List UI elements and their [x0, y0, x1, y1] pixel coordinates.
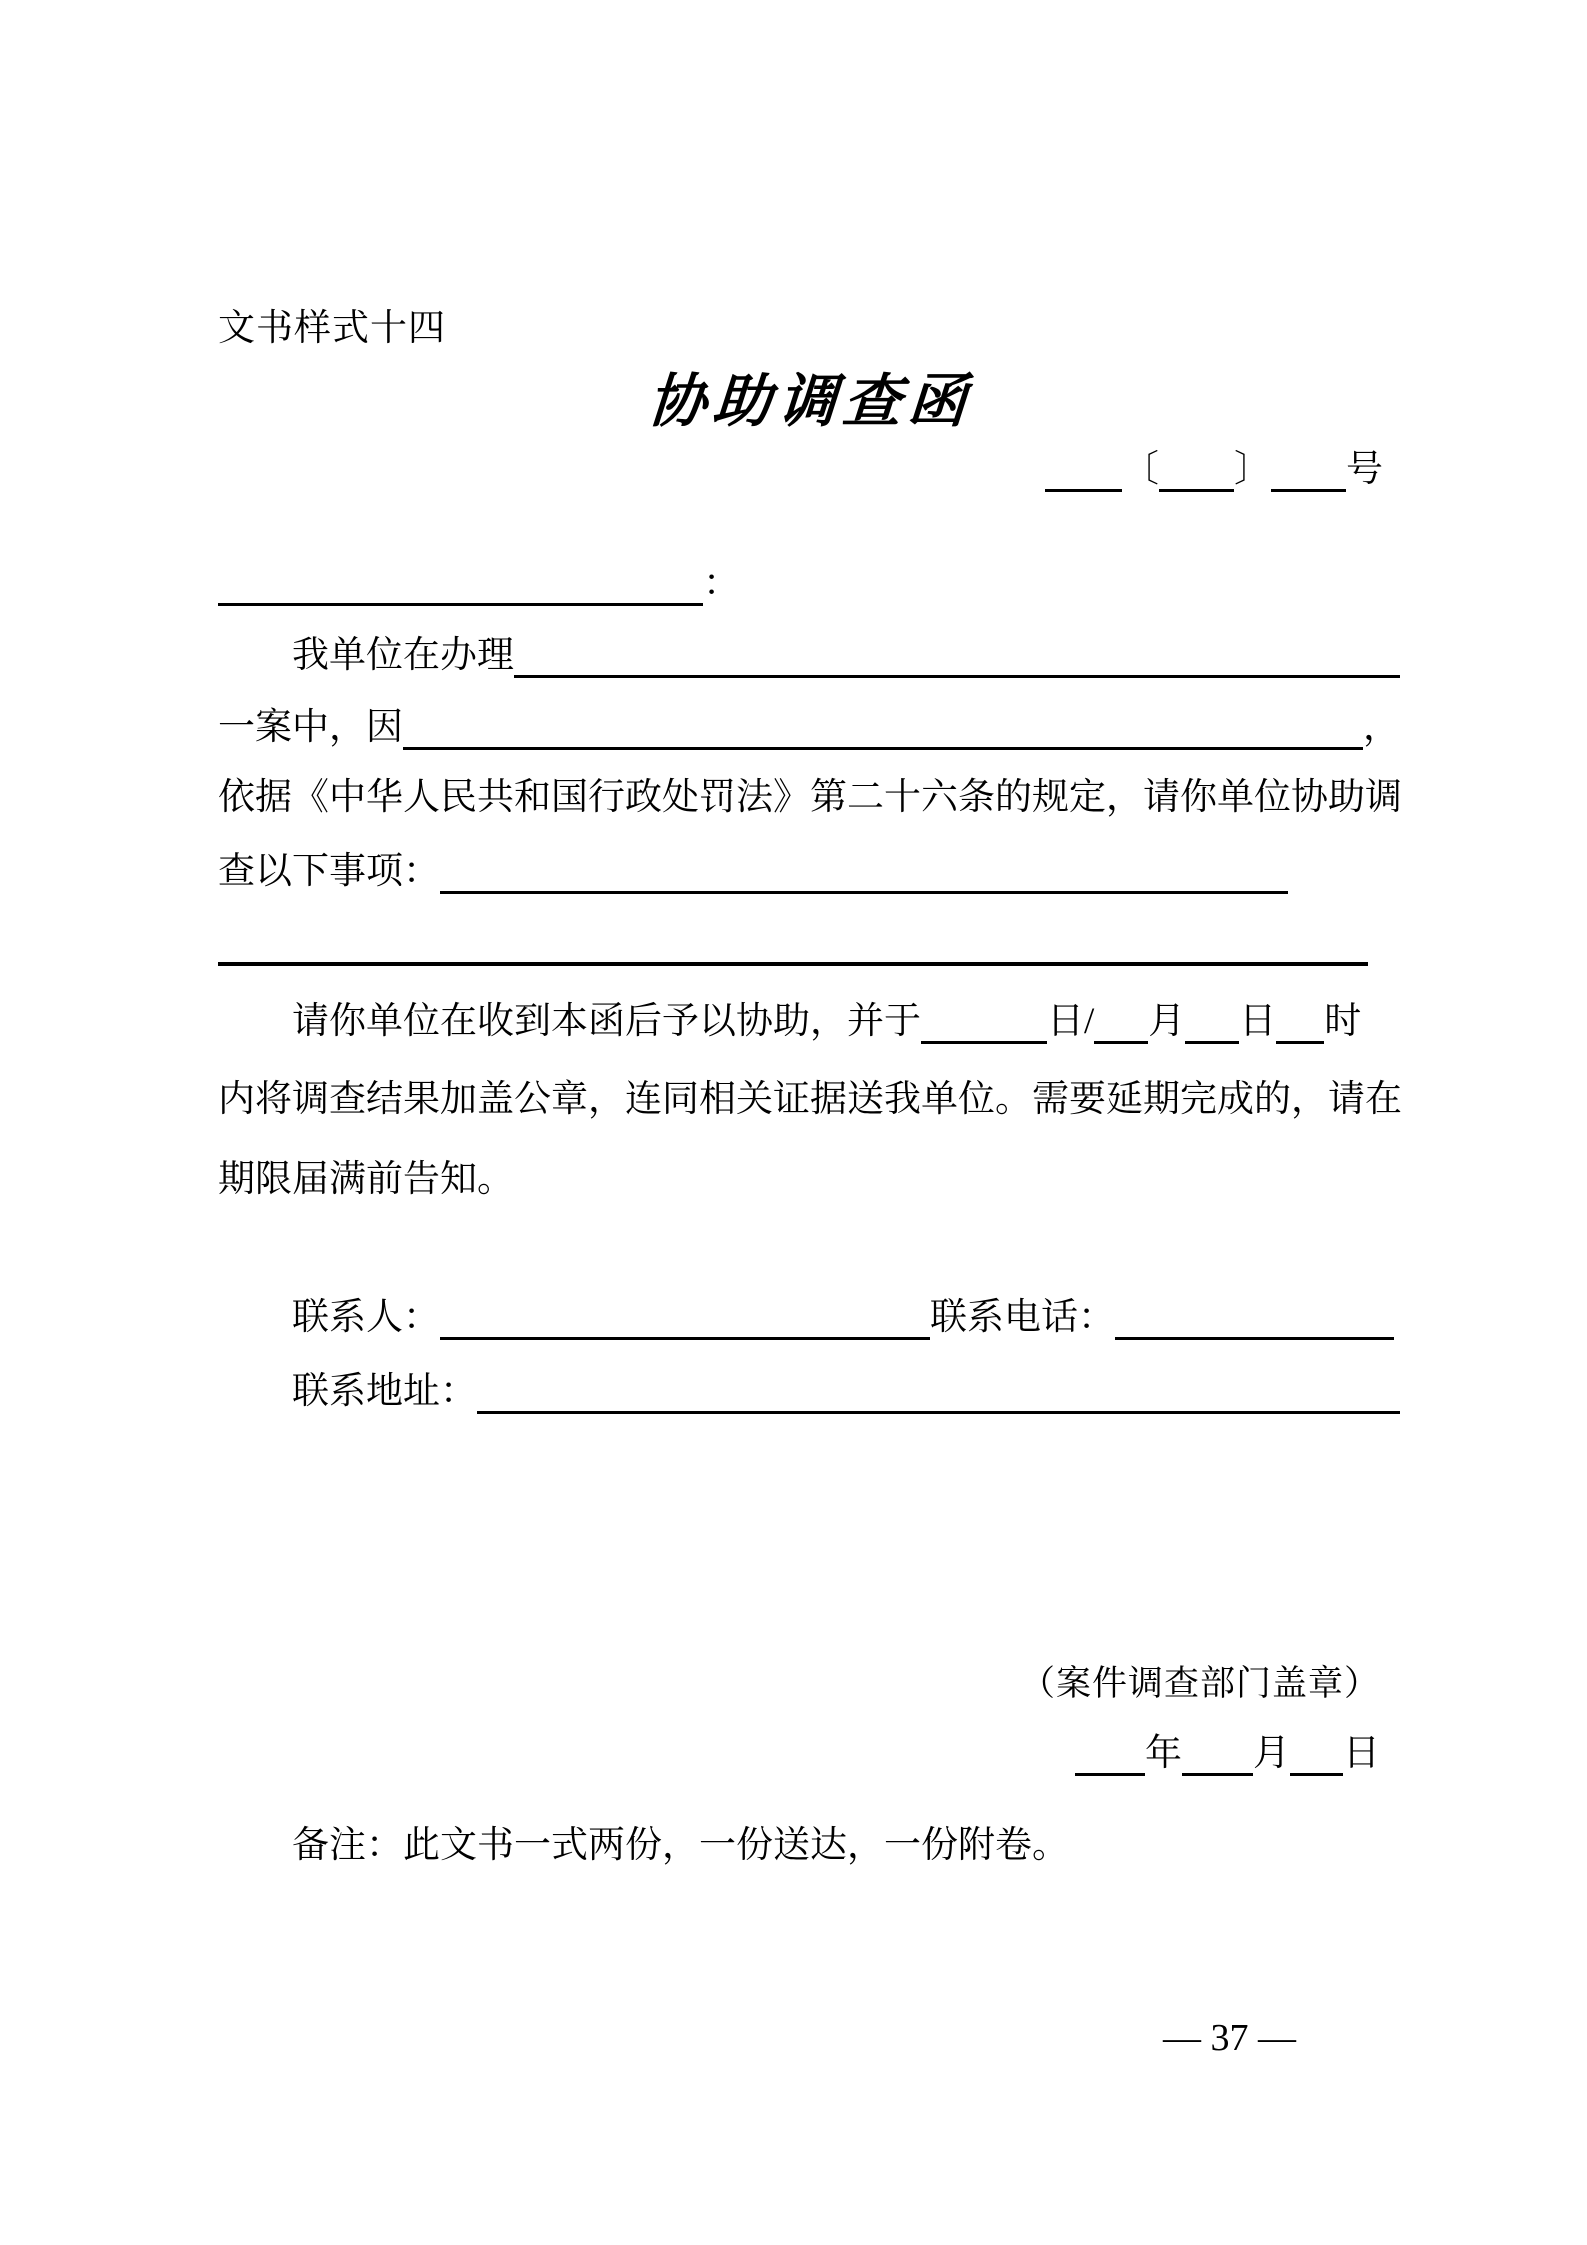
sign-year-label: 年	[1145, 1733, 1182, 1775]
document-title	[646, 368, 976, 436]
blank-sign-month	[1182, 1773, 1253, 1776]
contact-phone-label: 联系电话：	[930, 1297, 1115, 1339]
addressee-line	[218, 560, 740, 606]
document-title-text: 协助调查函	[645, 369, 976, 434]
doc-number-line	[1045, 446, 1383, 492]
seal-note-line	[1020, 1658, 1380, 1704]
blank-month	[1094, 1041, 1148, 1044]
blank-contact-person	[440, 1337, 930, 1340]
doc-number-bracket-open: 〔	[1122, 449, 1159, 491]
blank-sign-day	[1290, 1773, 1343, 1776]
blank-doc-number-prefix	[1045, 489, 1122, 492]
seal-note-text: （案件调查部门盖章）	[1019, 1663, 1380, 1703]
para1-line1-text: 我单位在办理	[292, 635, 514, 677]
para1-line4-text: 查以下事项：	[218, 851, 440, 893]
para2-line1-lead: 请你单位在收到本函后予以协助，并于	[292, 1001, 921, 1043]
blank-days	[921, 1041, 1047, 1044]
para2-line3-text: 期限届满前告知。	[218, 1159, 514, 1201]
para1-line4	[218, 848, 1288, 894]
contact-person-line	[218, 1294, 1400, 1340]
blank-reason	[403, 747, 1363, 750]
blank-contact-phone	[1115, 1337, 1394, 1340]
remark-line	[292, 1822, 1069, 1868]
blank-hour	[1276, 1041, 1324, 1044]
para2-line2-text: 内将调查结果加盖公章，连同相关证据送我单位。需要延期完成的，请在	[218, 1079, 1402, 1120]
doc-sample-label	[218, 305, 446, 351]
para1-line1	[218, 632, 1400, 678]
doc-sample-label-text: 文书样式十四	[218, 308, 446, 350]
para2-day-slash: 日/	[1047, 1001, 1095, 1043]
page-number-text: — 37 —	[1163, 2017, 1296, 2059]
blank-investigation-items	[440, 891, 1288, 894]
blank-sign-year	[1075, 1773, 1145, 1776]
doc-number-bracket-close: 〕	[1234, 449, 1271, 491]
para2-line3	[218, 1156, 514, 1202]
para1-line2	[218, 704, 1400, 750]
blank-doc-number-serial	[1271, 489, 1346, 492]
para1-line3	[218, 776, 1400, 820]
contact-person-label: 联系人：	[292, 1297, 440, 1339]
blank-day	[1185, 1041, 1239, 1044]
para2-line1	[218, 998, 1361, 1044]
sign-day-label: 日	[1343, 1733, 1380, 1775]
para1-line3-text: 依据《中华人民共和国行政处罚法》第二十六条的规定，请你单位协助调	[218, 777, 1402, 818]
addressee-colon: ：	[703, 563, 740, 605]
contact-address-label: 联系地址：	[292, 1371, 477, 1413]
contact-address-line	[218, 1368, 1400, 1414]
doc-number-suffix: 号	[1346, 449, 1383, 491]
para2-hour: 时	[1324, 1001, 1362, 1043]
para2-month: 月	[1148, 1001, 1186, 1043]
remark-text: 备注：此文书一式两份，一份送达，一份附卷。	[292, 1825, 1069, 1867]
blank-case-name	[514, 675, 1400, 678]
para2-day: 日	[1239, 1001, 1277, 1043]
signature-date-line	[1075, 1730, 1380, 1776]
para1-line2-comma: ，	[1363, 707, 1400, 749]
blank-continuation-line	[218, 962, 1368, 966]
para2-line2	[218, 1078, 1400, 1122]
page-number	[1163, 2016, 1296, 2061]
blank-doc-number-year	[1159, 489, 1234, 492]
blank-addressee	[218, 603, 703, 606]
sign-month-label: 月	[1253, 1733, 1290, 1775]
para1-line2-text: 一案中，因	[218, 707, 403, 749]
blank-contact-address	[477, 1411, 1400, 1414]
